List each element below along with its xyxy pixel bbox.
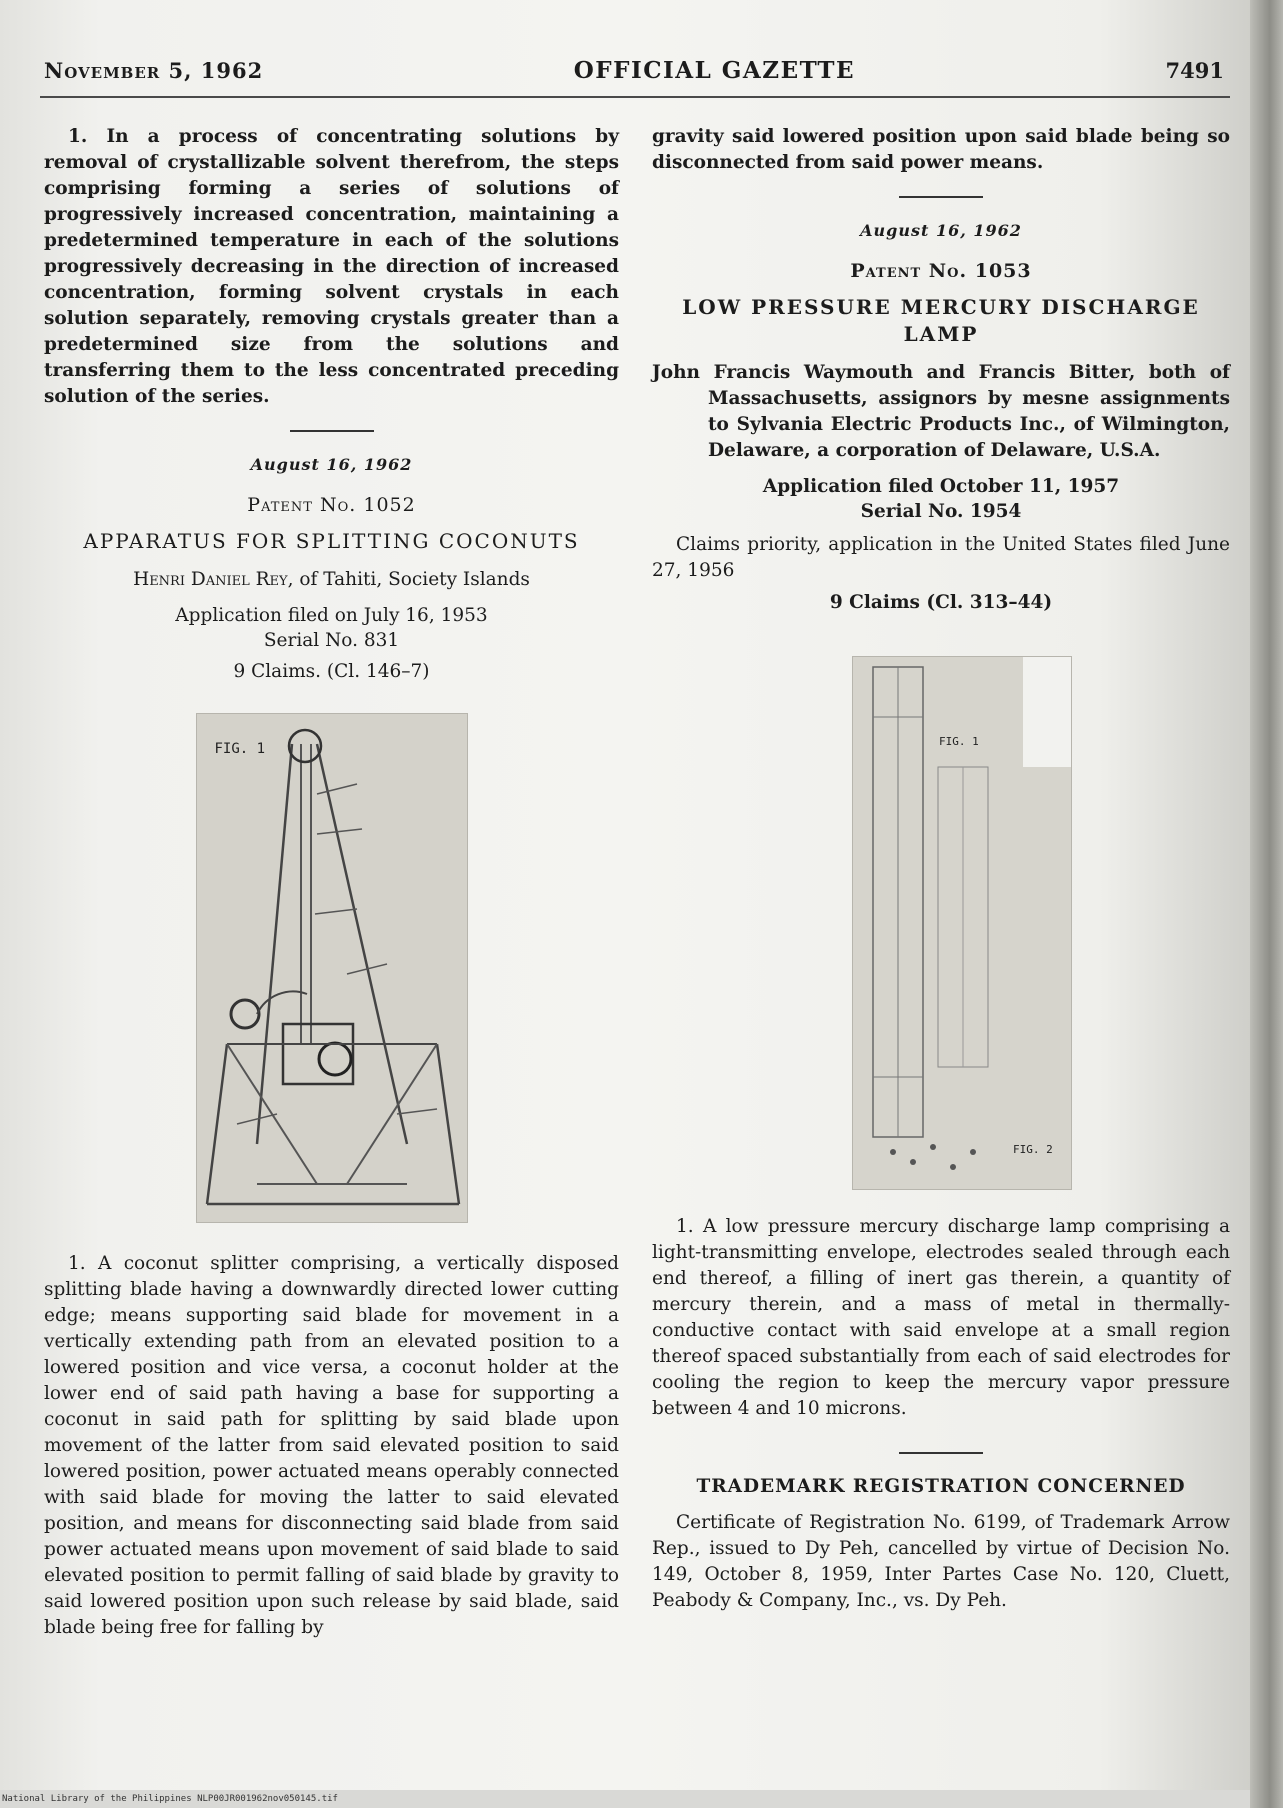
patent-1053-number: Patent No. 1053: [850, 260, 1032, 282]
page-header: [44, 50, 1224, 90]
figure-1-label: FIG. 1: [939, 735, 979, 748]
mercury-lamp-drawing: [852, 656, 1072, 1190]
serial-number: Serial No. 1954: [860, 501, 1022, 522]
patent-1053-title: LOW PRESSURE MERCURY DISCHARGE LAMP: [682, 295, 1200, 346]
intro-claim: 1. In a process of concentrating solutions by removal of crystallizable solvent therefrom, the steps comprising forming a series of solutions of progressively increased concentration, maintaining a predetermined temperature in each of the solutions progressively decreasing in the direction of increased concentration, forming solvent crystals in each solution separately, removing crystals greater than a predetermined size from the solutions and transferring them to the less concentrated preceding solution of the series.: [44, 126, 619, 407]
inventor-name: Henri Daniel Rey: [133, 569, 288, 590]
page-edge: [1250, 0, 1283, 1808]
coconut-splitter-illustration: [197, 714, 467, 1222]
separator: [899, 1452, 983, 1454]
header-date: November 5, 1962: [44, 57, 264, 83]
header-page-number: 7491: [1165, 57, 1224, 83]
patent-1052-date: August 16, 1962: [250, 455, 413, 474]
header-title: OFFICIAL GAZETTE: [573, 56, 856, 84]
patent-1052-claims: 9 Claims. (Cl. 146–7): [233, 661, 430, 682]
patent-1053-claims: 9 Claims (Cl. 313–44): [829, 592, 1053, 613]
patent-1052-application: [44, 603, 619, 653]
trademark-text: Certificate of Registration No. 6199, of Trademark Arrow Rep., issued to Dy Peh, cancelled by virtue of Decision No. 149, October 8, 1959, Inter Partes Case No. 120, Cluett, Peabody & Company, Inc., vs. Dy Peh.: [652, 1512, 1230, 1611]
patent-1052-title: APPARATUS FOR SPLITTING COCONUTS: [83, 529, 580, 553]
patent-1053-claim-text: 1. A low pressure mercury discharge lamp comprising a light-transmitting envelope, electrodes sealed through each end thereof, a filling of inert gas therein, a quantity of mercury therein, and a mass of metal in thermally-conductive contact with said envelope at a small region thereof spaced substantially from each of said electrodes for cooling the region to keep the mercury vapor pressure between 4 and 10 microns.: [652, 1216, 1230, 1419]
separator: [899, 196, 983, 198]
patent-1052-number: Patent No. 1052: [247, 494, 416, 516]
source-footer: National Library of the Philippines NLP00JR001962nov050145.tif: [2, 1794, 338, 1804]
application-date: Application filed on July 16, 1953: [175, 605, 488, 626]
patent-1053-inventors: John Francis Waymouth and Francis Bitter, both of Massachusetts, assignors by mesne assignments to Sylvania Electric Products Inc., of Wilmington, Delaware, a corporation of Delaware, U.S.A.: [652, 362, 1230, 461]
serial-number: Serial No. 831: [263, 630, 400, 651]
coconut-splitter-drawing: [196, 713, 468, 1223]
patent-1053-date: August 16, 1962: [860, 221, 1022, 240]
right-column: [652, 124, 1230, 1614]
patent-1052-inventor: [44, 567, 619, 593]
header-rule: [40, 96, 1230, 98]
patent-1052-claim-text: 1. A coconut splitter comprising, a vertically disposed splitting blade having a downwardly directed lower cutting edge; means supporting said blade for movement in a vertically extending path from an elevated position to a lowered position and vice versa, a coconut holder at the lower end of said path having a base for supporting a coconut in said path for splitting by said blade upon movement of the latter from said elevated position to said lowered position, power actuated means operably connected with said blade for moving the latter to said elevated position, and means for disconnecting said blade from said power actuated means upon movement of said blade to said elevated position to permit falling of said blade by gravity to said lowered position upon such release by said blade, said blade being free for falling by: [44, 1253, 619, 1638]
continued-claim-text: gravity said lowered position upon said blade being so disconnected from said power means.: [652, 126, 1230, 173]
patent-1053-application: [652, 474, 1230, 524]
inventor-location: , of Tahiti, Society Islands: [287, 569, 530, 590]
figure-2-label: FIG. 2: [1013, 1143, 1053, 1156]
left-column: [44, 124, 619, 1641]
separator: [290, 430, 374, 432]
figure-1-label: FIG. 1: [214, 741, 266, 757]
trademark-heading: TRADEMARK REGISTRATION CONCERNED: [696, 1476, 1186, 1497]
application-date: Application filed October 11, 1957: [762, 476, 1120, 497]
priority-claim: Claims priority, application in the United States filed June 27, 1956: [652, 534, 1230, 581]
